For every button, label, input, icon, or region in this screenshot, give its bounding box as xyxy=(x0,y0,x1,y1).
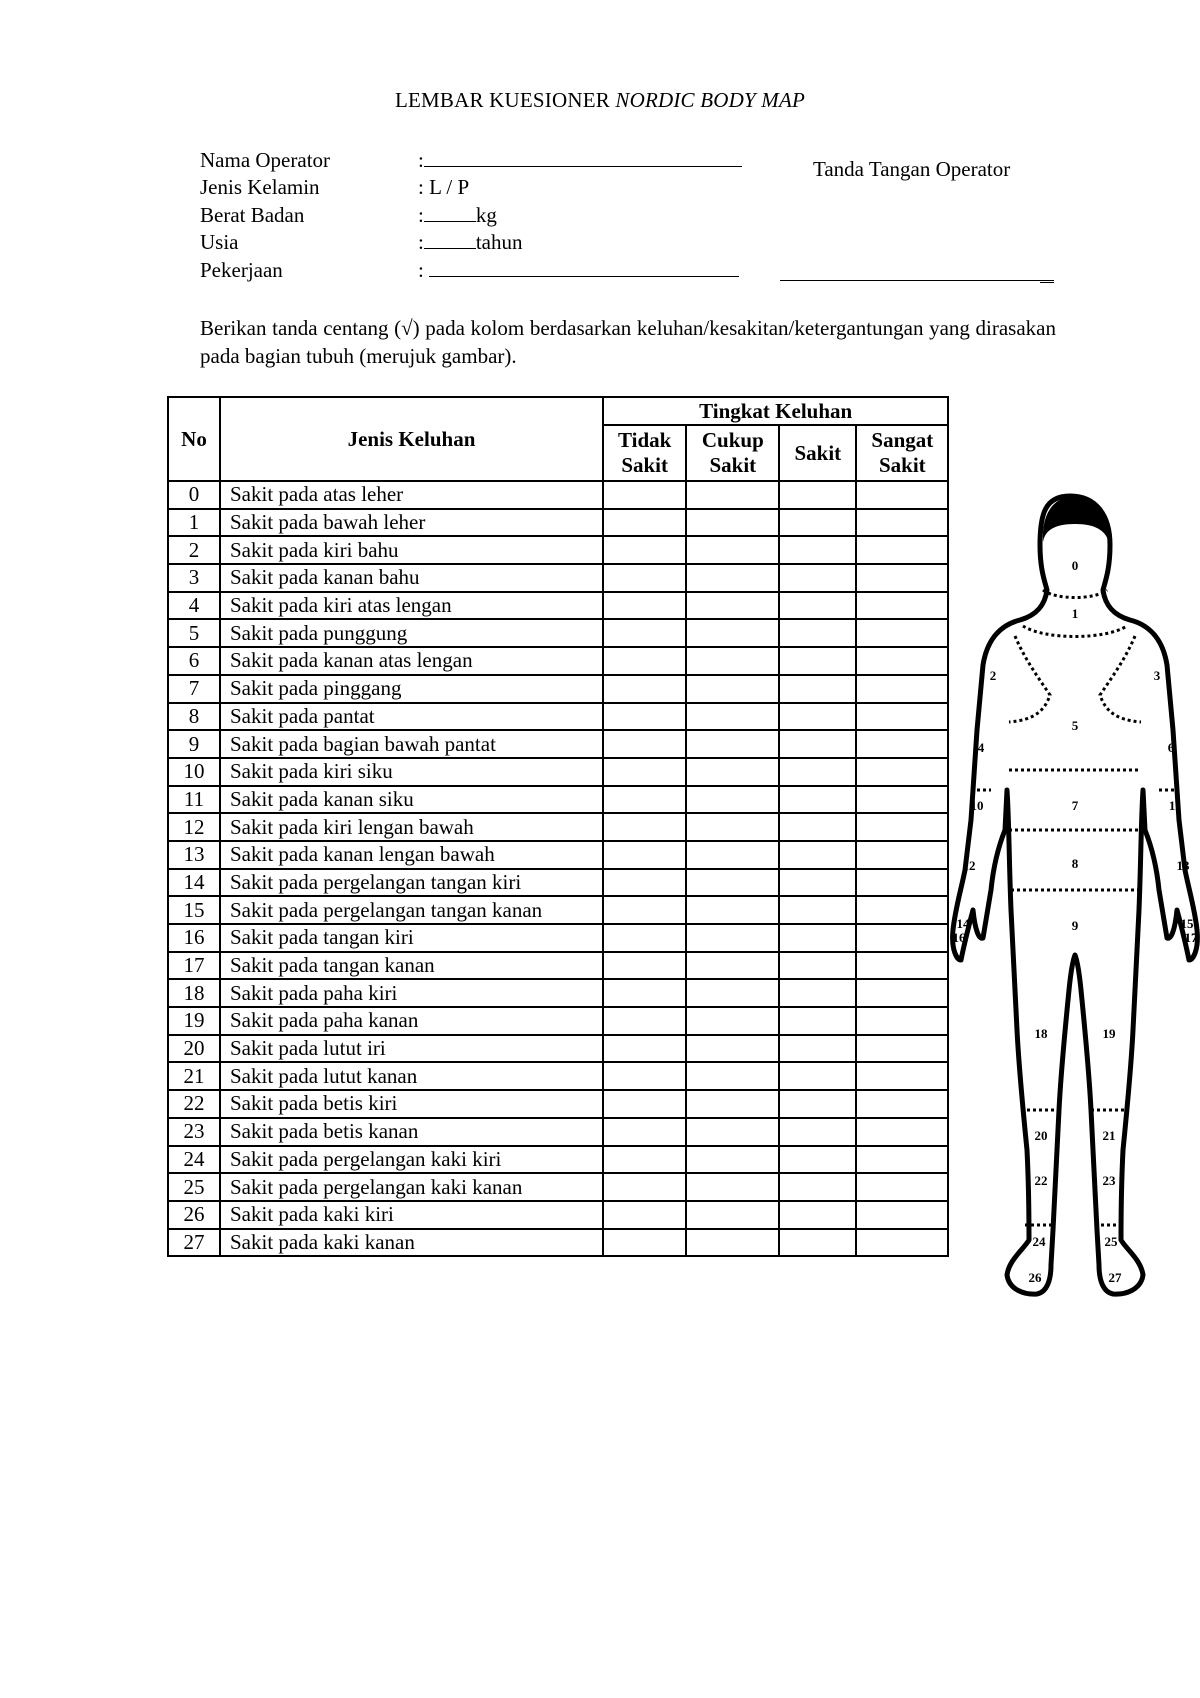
check-cell-sakit[interactable] xyxy=(779,924,856,952)
check-cell-cukup-sakit[interactable] xyxy=(686,841,779,869)
table-row xyxy=(168,675,948,703)
check-cell-cukup-sakit[interactable] xyxy=(686,1118,779,1146)
check-cell-cukup-sakit[interactable] xyxy=(686,813,779,841)
check-cell-cukup-sakit[interactable] xyxy=(686,979,779,1007)
check-cell-sakit[interactable] xyxy=(779,564,856,592)
table-row xyxy=(168,730,948,758)
check-cell-cukup-sakit[interactable] xyxy=(686,481,779,509)
svg-text:19: 19 xyxy=(1102,1026,1116,1041)
check-cell-sakit[interactable] xyxy=(779,730,856,758)
check-cell-tidak-sakit[interactable] xyxy=(603,813,686,841)
check-cell-sangat-sakit[interactable] xyxy=(856,1118,948,1146)
row-description: Sakit pada lutut iri xyxy=(220,1035,603,1063)
check-cell-sakit[interactable] xyxy=(779,952,856,980)
check-cell-cukup-sakit[interactable] xyxy=(686,509,779,537)
row-number: 0 xyxy=(168,481,220,509)
check-cell-sangat-sakit[interactable] xyxy=(856,1090,948,1118)
row-description: Sakit pada pergelangan tangan kiri xyxy=(220,869,603,897)
check-cell-sangat-sakit[interactable] xyxy=(856,675,948,703)
check-cell-sangat-sakit[interactable] xyxy=(856,1146,948,1174)
table-row xyxy=(168,841,948,869)
jenis-kelamin-value[interactable]: : L / P xyxy=(418,175,470,199)
check-cell-tidak-sakit[interactable] xyxy=(603,536,686,564)
title-main: LEMBAR KUESIONER xyxy=(394,88,616,112)
row-description: Sakit pada kanan bahu xyxy=(220,564,603,592)
table-row xyxy=(168,1229,948,1257)
check-cell-sangat-sakit[interactable] xyxy=(856,564,948,592)
row-number: 3 xyxy=(168,564,220,592)
berat-badan-line[interactable] xyxy=(424,203,476,222)
row-number: 22 xyxy=(168,1090,220,1118)
check-cell-cukup-sakit[interactable] xyxy=(686,1007,779,1035)
row-description: Sakit pada paha kanan xyxy=(220,1007,603,1035)
row-number: 17 xyxy=(168,952,220,980)
instruction-text: Berikan tanda centang (√) pada kolom berdasarkan keluhan/kesakitan/ketergantungan yang dirasakan pada bagian tubuh (merujuk gambar). xyxy=(200,316,1056,368)
label-usia: Usia xyxy=(200,230,239,254)
check-cell-sangat-sakit[interactable] xyxy=(856,952,948,980)
row-number: 15 xyxy=(168,896,220,924)
check-cell-sakit[interactable] xyxy=(779,786,856,814)
row-description: Sakit pada tangan kiri xyxy=(220,924,603,952)
check-cell-tidak-sakit[interactable] xyxy=(603,1118,686,1146)
row-description: Sakit pada bawah leher xyxy=(220,509,603,537)
check-cell-sangat-sakit[interactable] xyxy=(856,509,948,537)
check-cell-tidak-sakit[interactable] xyxy=(603,592,686,620)
table-row xyxy=(168,1062,948,1090)
row-number: 11 xyxy=(168,786,220,814)
check-cell-tidak-sakit[interactable] xyxy=(603,647,686,675)
check-cell-tidak-sakit[interactable] xyxy=(603,841,686,869)
svg-text:23: 23 xyxy=(1102,1173,1116,1188)
row-number: 27 xyxy=(168,1229,220,1257)
svg-text:12: 12 xyxy=(962,858,976,873)
check-cell-cukup-sakit[interactable] xyxy=(686,896,779,924)
header-tidak-sakit: Tidak Sakit xyxy=(603,425,686,481)
row-description: Sakit pada kaki kiri xyxy=(220,1201,603,1229)
check-cell-sangat-sakit[interactable] xyxy=(856,536,948,564)
row-number: 1 xyxy=(168,509,220,537)
row-number: 18 xyxy=(168,979,220,1007)
svg-text:18: 18 xyxy=(1034,1026,1048,1041)
usia-field[interactable] xyxy=(418,230,523,255)
row-number: 2 xyxy=(168,536,220,564)
row-number: 26 xyxy=(168,1201,220,1229)
nama-operator-line[interactable] xyxy=(424,148,742,167)
table-row xyxy=(168,952,948,980)
svg-text:3: 3 xyxy=(1153,668,1161,683)
check-cell-sangat-sakit[interactable] xyxy=(856,481,948,509)
check-cell-sangat-sakit[interactable] xyxy=(856,647,948,675)
check-cell-sakit[interactable] xyxy=(779,869,856,897)
check-cell-tidak-sakit[interactable] xyxy=(603,730,686,758)
check-cell-cukup-sakit[interactable] xyxy=(686,869,779,897)
check-cell-tidak-sakit[interactable] xyxy=(603,1173,686,1201)
svg-text:21: 21 xyxy=(1102,1128,1116,1143)
signature-line[interactable] xyxy=(780,280,1054,281)
table-row xyxy=(168,813,948,841)
check-cell-sangat-sakit[interactable] xyxy=(856,703,948,731)
row-number: 9 xyxy=(168,730,220,758)
table-row xyxy=(168,619,948,647)
header-sakit: Sakit xyxy=(779,425,856,481)
check-cell-cukup-sakit[interactable] xyxy=(686,592,779,620)
table-row xyxy=(168,564,948,592)
table-row xyxy=(168,869,948,897)
row-number: 4 xyxy=(168,592,220,620)
check-cell-sangat-sakit[interactable] xyxy=(856,813,948,841)
row-number: 25 xyxy=(168,1173,220,1201)
pekerjaan-line[interactable] xyxy=(429,258,739,277)
table-row xyxy=(168,1035,948,1063)
check-cell-sakit[interactable] xyxy=(779,1201,856,1229)
check-cell-tidak-sakit[interactable] xyxy=(603,1035,686,1063)
check-cell-sakit[interactable] xyxy=(779,536,856,564)
check-cell-sangat-sakit[interactable] xyxy=(856,1229,948,1257)
table-row xyxy=(168,1007,948,1035)
check-cell-sakit[interactable] xyxy=(779,841,856,869)
table-row xyxy=(168,1201,948,1229)
check-cell-cukup-sakit[interactable] xyxy=(686,924,779,952)
row-number: 12 xyxy=(168,813,220,841)
table-row xyxy=(168,1173,948,1201)
check-cell-sakit[interactable] xyxy=(779,481,856,509)
check-cell-sangat-sakit[interactable] xyxy=(856,841,948,869)
svg-text:2: 2 xyxy=(989,668,997,683)
table-row xyxy=(168,481,948,509)
label-pekerjaan: Pekerjaan xyxy=(200,258,283,282)
row-description: Sakit pada kanan lengan bawah xyxy=(220,841,603,869)
table-row xyxy=(168,896,948,924)
header-jenis-keluhan: Jenis Keluhan xyxy=(220,397,603,481)
check-cell-tidak-sakit[interactable] xyxy=(603,896,686,924)
table-row xyxy=(168,647,948,675)
svg-text:27: 27 xyxy=(1108,1270,1122,1285)
check-cell-sakit[interactable] xyxy=(779,758,856,786)
row-description: Sakit pada tangan kanan xyxy=(220,952,603,980)
check-cell-sangat-sakit[interactable] xyxy=(856,1201,948,1229)
row-description: Sakit pada pantat xyxy=(220,703,603,731)
svg-text:6: 6 xyxy=(1167,740,1175,755)
check-cell-cukup-sakit[interactable] xyxy=(686,1035,779,1063)
check-cell-sangat-sakit[interactable] xyxy=(856,1007,948,1035)
title-italic: NORDIC BODY MAP xyxy=(615,88,806,112)
svg-text:13: 13 xyxy=(1176,858,1190,873)
check-cell-tidak-sakit[interactable] xyxy=(603,1229,686,1257)
check-cell-tidak-sakit[interactable] xyxy=(603,1090,686,1118)
table-row xyxy=(168,536,948,564)
body-map-figure xyxy=(945,490,1200,1345)
row-description: Sakit pada lutut kanan xyxy=(220,1062,603,1090)
check-cell-sakit[interactable] xyxy=(779,647,856,675)
signature-caption: Tanda Tangan Operator xyxy=(813,157,1011,181)
check-cell-cukup-sakit[interactable] xyxy=(686,647,779,675)
body-map-svg xyxy=(945,490,1200,1340)
svg-text:16: 16 xyxy=(952,930,966,945)
table-row xyxy=(168,924,948,952)
table-row xyxy=(168,703,948,731)
row-number: 19 xyxy=(168,1007,220,1035)
svg-text:20: 20 xyxy=(1034,1128,1048,1143)
check-cell-cukup-sakit[interactable] xyxy=(686,675,779,703)
check-cell-sangat-sakit[interactable] xyxy=(856,896,948,924)
check-cell-sakit[interactable] xyxy=(779,979,856,1007)
check-cell-sangat-sakit[interactable] xyxy=(856,592,948,620)
row-number: 21 xyxy=(168,1062,220,1090)
usia-colon: : xyxy=(418,230,424,254)
row-description: Sakit pada betis kiri xyxy=(220,1090,603,1118)
svg-text:22: 22 xyxy=(1034,1173,1048,1188)
table-row xyxy=(168,1118,948,1146)
check-cell-cukup-sakit[interactable] xyxy=(686,952,779,980)
table-row xyxy=(168,509,948,537)
check-cell-tidak-sakit[interactable] xyxy=(603,481,686,509)
row-number: 16 xyxy=(168,924,220,952)
signature-line-tick xyxy=(1040,282,1054,283)
svg-text:1: 1 xyxy=(1071,606,1079,621)
svg-text:8: 8 xyxy=(1071,856,1079,871)
table-row xyxy=(168,592,948,620)
check-cell-sangat-sakit[interactable] xyxy=(856,1173,948,1201)
check-cell-tidak-sakit[interactable] xyxy=(603,1007,686,1035)
check-cell-sakit[interactable] xyxy=(779,1146,856,1174)
berat-unit: kg xyxy=(475,203,497,227)
nama-operator-field[interactable] xyxy=(418,148,742,173)
row-description: Sakit pada atas leher xyxy=(220,481,603,509)
check-cell-cukup-sakit[interactable] xyxy=(686,703,779,731)
header-no: No xyxy=(168,397,220,481)
check-cell-sakit[interactable] xyxy=(779,1090,856,1118)
check-cell-tidak-sakit[interactable] xyxy=(603,786,686,814)
row-description: Sakit pada kiri siku xyxy=(220,758,603,786)
check-cell-cukup-sakit[interactable] xyxy=(686,730,779,758)
check-cell-sangat-sakit[interactable] xyxy=(856,758,948,786)
check-cell-sakit[interactable] xyxy=(779,1035,856,1063)
check-cell-tidak-sakit[interactable] xyxy=(603,758,686,786)
check-cell-tidak-sakit[interactable] xyxy=(603,952,686,980)
check-cell-cukup-sakit[interactable] xyxy=(686,564,779,592)
document-title xyxy=(0,88,1200,113)
svg-text:10: 10 xyxy=(970,798,984,813)
check-cell-cukup-sakit[interactable] xyxy=(686,786,779,814)
check-cell-sangat-sakit[interactable] xyxy=(856,869,948,897)
row-description: Sakit pada bagian bawah pantat xyxy=(220,730,603,758)
label-nama-operator: Nama Operator xyxy=(200,148,331,172)
row-number: 14 xyxy=(168,869,220,897)
check-cell-sakit[interactable] xyxy=(779,1229,856,1257)
table-row xyxy=(168,1090,948,1118)
check-cell-cukup-sakit[interactable] xyxy=(686,1229,779,1257)
row-number: 7 xyxy=(168,675,220,703)
row-description: Sakit pada kanan siku xyxy=(220,786,603,814)
row-description: Sakit pada paha kiri xyxy=(220,979,603,1007)
check-cell-sakit[interactable] xyxy=(779,1062,856,1090)
table-row xyxy=(168,979,948,1007)
check-cell-sangat-sakit[interactable] xyxy=(856,786,948,814)
check-cell-cukup-sakit[interactable] xyxy=(686,1201,779,1229)
row-description: Sakit pada kiri atas lengan xyxy=(220,592,603,620)
svg-text:0: 0 xyxy=(1071,558,1079,573)
svg-text:15: 15 xyxy=(1180,916,1194,931)
check-cell-tidak-sakit[interactable] xyxy=(603,703,686,731)
check-cell-sangat-sakit[interactable] xyxy=(856,1035,948,1063)
check-cell-sakit[interactable] xyxy=(779,592,856,620)
row-description: Sakit pada pinggang xyxy=(220,675,603,703)
berat-badan-field[interactable] xyxy=(418,203,497,228)
check-cell-sakit[interactable] xyxy=(779,703,856,731)
svg-text:14: 14 xyxy=(956,916,970,931)
table-row xyxy=(168,786,948,814)
pekerjaan-field[interactable] xyxy=(418,258,739,283)
check-cell-sangat-sakit[interactable] xyxy=(856,979,948,1007)
check-cell-sangat-sakit[interactable] xyxy=(856,1062,948,1090)
check-cell-cukup-sakit[interactable] xyxy=(686,1146,779,1174)
row-number: 24 xyxy=(168,1146,220,1174)
row-description: Sakit pada pergelangan kaki kanan xyxy=(220,1173,603,1201)
svg-text:26: 26 xyxy=(1028,1270,1042,1285)
row-description: Sakit pada kiri lengan bawah xyxy=(220,813,603,841)
check-cell-sangat-sakit[interactable] xyxy=(856,730,948,758)
row-description: Sakit pada pergelangan tangan kanan xyxy=(220,896,603,924)
svg-text:7: 7 xyxy=(1071,798,1079,813)
check-cell-tidak-sakit[interactable] xyxy=(603,619,686,647)
row-number: 13 xyxy=(168,841,220,869)
svg-text:25: 25 xyxy=(1104,1234,1118,1249)
check-cell-cukup-sakit[interactable] xyxy=(686,1090,779,1118)
svg-text:11: 11 xyxy=(1168,798,1182,813)
complaint-table xyxy=(167,396,949,1257)
check-cell-sakit[interactable] xyxy=(779,896,856,924)
row-number: 20 xyxy=(168,1035,220,1063)
check-cell-tidak-sakit[interactable] xyxy=(603,509,686,537)
check-cell-sakit[interactable] xyxy=(779,1118,856,1146)
svg-text:9: 9 xyxy=(1071,918,1079,933)
svg-text:4: 4 xyxy=(977,740,985,755)
header-tingkat-keluhan: Tingkat Keluhan xyxy=(603,397,948,425)
row-number: 8 xyxy=(168,703,220,731)
check-cell-tidak-sakit[interactable] xyxy=(603,675,686,703)
label-jenis-kelamin: Jenis Kelamin xyxy=(200,175,320,199)
header-cukup-sakit: Cukup Sakit xyxy=(686,425,779,481)
check-cell-cukup-sakit[interactable] xyxy=(686,536,779,564)
check-cell-cukup-sakit[interactable] xyxy=(686,619,779,647)
check-cell-sakit[interactable] xyxy=(779,509,856,537)
usia-unit: tahun xyxy=(475,230,523,254)
row-number: 5 xyxy=(168,619,220,647)
check-cell-sangat-sakit[interactable] xyxy=(856,924,948,952)
check-cell-sakit[interactable] xyxy=(779,1007,856,1035)
header-sangat-sakit: Sangat Sakit xyxy=(856,425,948,481)
check-cell-tidak-sakit[interactable] xyxy=(603,1146,686,1174)
row-number: 10 xyxy=(168,758,220,786)
check-cell-sakit[interactable] xyxy=(779,675,856,703)
row-description: Sakit pada pergelangan kaki kiri xyxy=(220,1146,603,1174)
check-cell-sangat-sakit[interactable] xyxy=(856,619,948,647)
check-cell-tidak-sakit[interactable] xyxy=(603,924,686,952)
check-cell-cukup-sakit[interactable] xyxy=(686,1062,779,1090)
check-cell-tidak-sakit[interactable] xyxy=(603,564,686,592)
label-berat-badan: Berat Badan xyxy=(200,203,305,227)
check-cell-tidak-sakit[interactable] xyxy=(603,1062,686,1090)
row-description: Sakit pada kiri bahu xyxy=(220,536,603,564)
berat-colon: : xyxy=(418,203,424,227)
check-cell-tidak-sakit[interactable] xyxy=(603,979,686,1007)
table-row xyxy=(168,758,948,786)
check-cell-tidak-sakit[interactable] xyxy=(603,1201,686,1229)
svg-text:17: 17 xyxy=(1184,930,1198,945)
check-cell-cukup-sakit[interactable] xyxy=(686,758,779,786)
row-description: Sakit pada punggung xyxy=(220,619,603,647)
row-description: Sakit pada betis kanan xyxy=(220,1118,603,1146)
row-description: Sakit pada kanan atas lengan xyxy=(220,647,603,675)
usia-line[interactable] xyxy=(424,230,476,249)
pekerjaan-colon: : xyxy=(418,258,430,282)
check-cell-sakit[interactable] xyxy=(779,619,856,647)
row-number: 6 xyxy=(168,647,220,675)
row-description: Sakit pada kaki kanan xyxy=(220,1229,603,1257)
table-row xyxy=(168,1146,948,1174)
check-cell-sakit[interactable] xyxy=(779,1173,856,1201)
svg-text:24: 24 xyxy=(1032,1234,1046,1249)
nama-colon: : xyxy=(418,148,424,172)
check-cell-cukup-sakit[interactable] xyxy=(686,1173,779,1201)
svg-text:5: 5 xyxy=(1071,718,1079,733)
check-cell-sakit[interactable] xyxy=(779,813,856,841)
check-cell-tidak-sakit[interactable] xyxy=(603,869,686,897)
row-number: 23 xyxy=(168,1118,220,1146)
